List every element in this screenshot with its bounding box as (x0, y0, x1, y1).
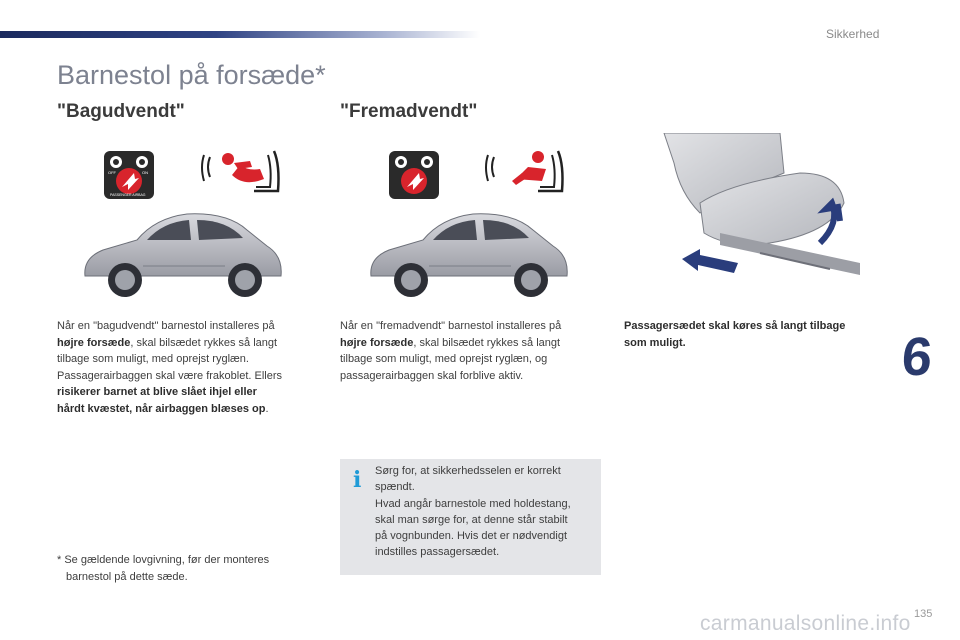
passenger-seat-adjust-illustration (660, 133, 870, 283)
header-gradient-bar (0, 31, 480, 38)
chapter-number: 6 (899, 327, 935, 387)
rear-facing-line-5 (57, 384, 317, 401)
watermark-text: carmanualsonline.info (700, 612, 911, 635)
airbag-passenger-text: PASSENGER AIRBAG (110, 193, 146, 197)
rear-facing-car-illustration (77, 206, 287, 302)
rear-facing-child-seat-icon (198, 147, 288, 197)
rear-facing-line-6-rest: . (265, 402, 269, 415)
rear-facing-bold-seat: højre forsæde (57, 336, 131, 349)
rear-facing-line-3: tilbage som muligt, med oprejst ryglæn. (57, 353, 249, 365)
footnote-line-2: barnestol på dette sæde. (66, 570, 188, 583)
seat-position-note (624, 318, 884, 351)
rear-facing-line-1: Når en "bagudvendt" barnestol installeres på (57, 320, 275, 332)
forward-facing-car-illustration (363, 206, 573, 302)
rear-facing-instructions (57, 318, 317, 417)
info-line-4: skal man sørge for, at denne står stabilt (375, 513, 568, 526)
forward-facing-line-1: Når en "fremadvendt" barnestol installeres på (340, 320, 562, 332)
forward-facing-child-seat-icon (482, 147, 572, 197)
page-title: Barnestol på forsæde* (57, 60, 326, 90)
section-label: Sikkerhed (826, 27, 880, 41)
info-icon: i (353, 467, 362, 493)
footnote-line-1: * Se gældende lovgivning, før der monteres (57, 554, 270, 566)
airbag-off-label-icon (104, 151, 154, 199)
forward-facing-line-4: passagerairbaggen skal forblive aktiv. (340, 369, 524, 382)
forward-facing-line-2 (340, 335, 605, 352)
info-line-1: Sørg for, at sikkerhedsselen er korrekt (375, 465, 561, 477)
rear-facing-line-2 (57, 335, 317, 352)
rear-facing-warning-2: hårdt kvæstet, når airbaggen blæses op (57, 402, 266, 415)
info-line-5: på vognbunden. Hvis det er nødvendigt (375, 530, 568, 543)
rear-facing-line-2-rest: , skal bilsædet rykkes så langt (130, 336, 278, 349)
forward-facing-heading: "Fremadvendt" (340, 101, 478, 122)
seat-note-line-1: Passagersædet skal køres så langt tilbage (624, 320, 846, 332)
rear-facing-warning-1: risikerer barnet at blive slået ihjel eller (57, 386, 257, 398)
rear-facing-heading: "Bagudvendt" (57, 101, 185, 122)
forward-facing-instructions (340, 318, 605, 384)
airbag-off-text: OFF (108, 170, 116, 175)
airbag-on-text: ON (142, 170, 148, 175)
forward-facing-line-2-rest: , skal bilsædet rykkes så langt (413, 336, 561, 349)
info-line-2: spændt. (375, 481, 415, 494)
seat-note-line-2: som muligt. (624, 336, 686, 349)
footnote (57, 552, 269, 585)
rear-facing-line-6 (57, 401, 317, 418)
page-number: 135 (914, 608, 933, 620)
info-box (340, 459, 601, 575)
info-line-6: indstilles passagersædet. (375, 546, 500, 559)
info-text (375, 463, 597, 561)
forward-facing-bold-seat: højre forsæde (340, 336, 414, 349)
airbag-on-label-icon (389, 151, 439, 199)
forward-facing-line-3: tilbage som muligt, med oprejst ryglæn, og (340, 353, 548, 365)
info-line-3: Hvad angår barnestole med holdestang, (375, 497, 571, 510)
rear-facing-line-4: Passagerairbaggen skal være frakoblet. Ellers (57, 369, 283, 382)
